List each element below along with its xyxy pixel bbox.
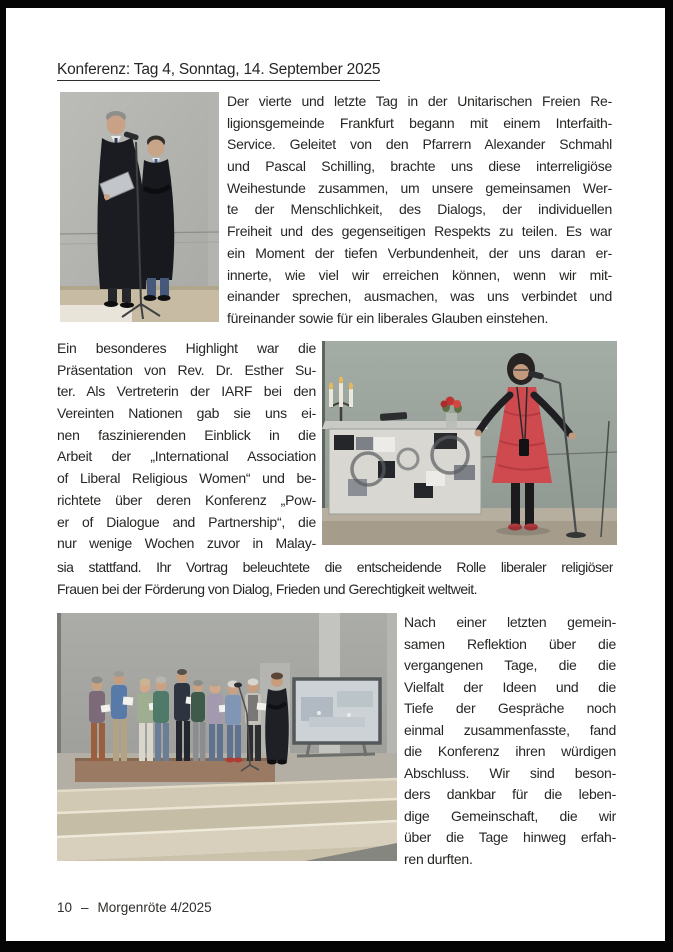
stage-carpet bbox=[75, 758, 275, 782]
text-line: Tiefe der Gespräche noch bbox=[404, 700, 616, 716]
text-line: Freiheit und des gegenseitigen Respekts zu teilen. Es war bbox=[227, 223, 612, 240]
text-line: dige Gemeinschaft, die wir bbox=[404, 807, 616, 824]
photo-esther-suter bbox=[322, 341, 617, 545]
text-line: über die Tage hinweg erfah- bbox=[404, 829, 616, 845]
text-line: Weihestunde zusammen, um unsere gemeinsamen Wer- bbox=[227, 179, 612, 196]
text-line: Der vierte und letzte Tag in der Unitarischen Freien Re- bbox=[227, 93, 612, 109]
paragraph-2-fullwidth bbox=[57, 557, 613, 600]
text-line: die Konferenz ihren würdigen bbox=[404, 743, 616, 759]
text-line: Nach einer letzten gemein- bbox=[404, 614, 616, 630]
text-line: Vereinten Nationen gab sie uns ei- bbox=[57, 405, 316, 422]
photo3-image bbox=[57, 613, 397, 861]
photo1-image bbox=[60, 92, 219, 322]
text-line: Abschluss. Wir sind beson- bbox=[404, 764, 616, 781]
text-line: Ein besonderes Highlight war die bbox=[57, 340, 316, 356]
text-line: sia stattfand. Ihr Vortrag beleuchtete die entscheidende Rolle liberaler religiöser bbox=[57, 559, 613, 575]
text-line: nen faszinierenden Einblick in die bbox=[57, 426, 316, 443]
paragraph-1 bbox=[227, 91, 612, 330]
text-line: Arbeit der „International Association bbox=[57, 448, 316, 465]
page-footer bbox=[57, 900, 212, 915]
text-line: ein Moment der tiefen Verbundenheit, der uns daran er- bbox=[227, 244, 612, 261]
text-line: einander sprechen, ausmachen, was uns verbindet und bbox=[227, 288, 612, 305]
page-title-text: Konferenz: Tag 4, Sonntag, 14. September 2025 bbox=[57, 61, 380, 81]
publication-name: Morgenröte 4/2025 bbox=[97, 900, 212, 915]
photo2-image bbox=[322, 341, 617, 545]
text-line: ders dankbar für die leben- bbox=[404, 786, 616, 802]
text-line: einmal zusammenfasste, fand bbox=[404, 721, 616, 738]
text-line: richtete über deren Konferenz „Pow- bbox=[57, 491, 316, 508]
projection-screen bbox=[294, 679, 380, 756]
text-line: Frauen bei der Förderung von Dialog, Frieden und Gerechtigkeit weltweit. bbox=[57, 580, 478, 597]
text-line: nur wenige Wochen zuvor in Malay- bbox=[57, 535, 316, 552]
page-title bbox=[57, 61, 380, 81]
stone-steps bbox=[57, 779, 397, 861]
text-line: ligionsgemeinde Frankfurt begann mit einem Interfaith- bbox=[227, 114, 612, 131]
paragraph-2-column bbox=[57, 338, 316, 555]
footer-separator: – bbox=[81, 900, 89, 915]
page-number: 10 bbox=[57, 900, 73, 915]
photo-interfaith-service bbox=[60, 92, 219, 322]
magazine-page bbox=[6, 8, 665, 941]
microphone-icon bbox=[234, 683, 242, 688]
text-line: Präsentation von Rev. Dr. Esther Su- bbox=[57, 361, 316, 378]
paragraph-3 bbox=[404, 612, 616, 870]
phone-on-lanyard bbox=[519, 439, 529, 456]
text-line: te der Menschlichkeit, des Dialogs, der individuellen bbox=[227, 201, 612, 218]
text-line: samen Reflektion über die bbox=[404, 635, 616, 652]
text-line: und Pascal Schilling, brachte uns diese interreligiöse bbox=[227, 158, 612, 175]
text-line: Service. Geleitet von den Pfarrern Alexander Schmahl bbox=[227, 136, 612, 153]
text-line: of Liberal Religious Women“ und be- bbox=[57, 470, 316, 487]
text-line: ren durften. bbox=[404, 850, 473, 867]
text-line: vergangenen Tage, die die bbox=[404, 657, 616, 673]
text-line: er of Dialogue and Partnership“, die bbox=[57, 513, 316, 530]
text-line: innerte, wie viel wir erreichen können, wenn wir mit- bbox=[227, 266, 612, 283]
altar bbox=[322, 412, 488, 514]
text-line: ter. Als Vertreterin der IARF bei den bbox=[57, 383, 316, 400]
text-line: füreinander sowie für ein liberales Glauben einstehen. bbox=[227, 309, 549, 326]
photo-group-closing bbox=[57, 613, 397, 861]
text-line: Vielfalt der Ideen und die bbox=[404, 678, 616, 695]
